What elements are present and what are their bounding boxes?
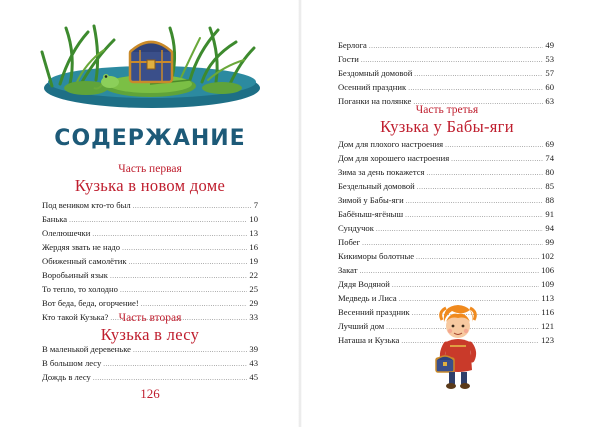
toc-entry[interactable] (338, 249, 554, 263)
chapter-title: Зимой у Бабы-яги (338, 195, 404, 205)
chapter-title: Дождь в лесу (42, 372, 91, 382)
part-name: Кузька у Бабы-яги (380, 117, 514, 136)
toc-entry[interactable] (42, 342, 258, 356)
leader-dots (133, 343, 247, 357)
kuzka-character-illustration (432, 302, 484, 390)
part-three-heading (322, 104, 572, 137)
chapter-page: 43 (249, 358, 258, 368)
chapter-page: 22 (249, 270, 258, 280)
toc-entry[interactable] (42, 296, 258, 310)
toc-entry[interactable] (42, 370, 258, 384)
leader-dots (120, 283, 247, 297)
chapter-title: Воробьиный язык (42, 270, 108, 280)
chapter-page: 49 (545, 40, 554, 50)
toc-entry[interactable] (338, 165, 554, 179)
chapter-page: 19 (249, 256, 258, 266)
chapter-title: Побег (338, 237, 361, 247)
toc-entry[interactable] (338, 80, 554, 94)
chapter-title: Дом для плохого настроения (338, 139, 444, 149)
leader-dots (369, 39, 544, 53)
part-two-heading (25, 312, 275, 345)
leader-dots (360, 264, 540, 278)
toc-entry[interactable] (338, 151, 554, 165)
leader-dots (69, 213, 247, 227)
chapter-page: 123 (541, 335, 554, 345)
chapter-page: 113 (541, 293, 554, 303)
chapter-page: 60 (545, 82, 554, 92)
toc-title: СОДЕРЖАНИЕ (54, 126, 246, 151)
chapter-title: Бабёныш-ягёныш (338, 209, 404, 219)
chapter-page: 13 (249, 228, 258, 238)
chapter-page: 29 (249, 298, 258, 308)
leader-dots (414, 67, 543, 81)
leader-dots (406, 194, 544, 208)
chapter-page: 7 (253, 200, 258, 210)
toc-entry[interactable] (338, 221, 554, 235)
page-number: 126 (140, 386, 160, 401)
chapter-title: То тепло, то холодно (42, 284, 118, 294)
toc-entry[interactable] (338, 137, 554, 151)
chapter-page: 25 (249, 284, 258, 294)
chest-lily-pad-illustration (40, 22, 260, 110)
leader-dots (451, 152, 543, 166)
chapter-title: В большом лесу (42, 358, 102, 368)
chapter-page: 33 (249, 312, 258, 322)
chapter-page: 74 (545, 153, 554, 163)
leader-dots (122, 241, 247, 255)
chapter-title: Под веником кто-то был (42, 200, 131, 210)
leader-dots (376, 222, 544, 236)
part-two-chapter-list-continued (338, 38, 554, 108)
chapter-page: 10 (249, 214, 258, 224)
leader-dots (416, 250, 539, 264)
toc-entry[interactable] (42, 240, 258, 254)
toc-entry[interactable] (338, 235, 554, 249)
chapter-page: 69 (545, 139, 554, 149)
chapter-title: Зима за день покажется (338, 167, 425, 177)
toc-entry[interactable] (338, 66, 554, 80)
chapter-page: 53 (545, 54, 554, 64)
leader-dots (408, 81, 543, 95)
chapter-page: 99 (545, 237, 554, 247)
leader-dots (362, 236, 543, 250)
chapter-page: 16 (249, 242, 258, 252)
part-name: Кузька в новом доме (74, 176, 226, 195)
chapter-title: Обиженный самолётик (42, 256, 127, 266)
chapter-page: 106 (541, 265, 554, 275)
chapter-page: 116 (541, 307, 554, 317)
chapter-page: 121 (541, 321, 554, 331)
toc-entry[interactable] (338, 179, 554, 193)
leader-dots (129, 255, 248, 269)
part-label: Часть третья (415, 104, 479, 116)
chapter-title: Кто такой Кузька? (42, 312, 109, 322)
chapter-page: 88 (545, 195, 554, 205)
toc-entry[interactable] (42, 254, 258, 268)
chapter-title: Поганки на полянке (338, 96, 412, 106)
chapter-title: Олелюшечки (42, 228, 91, 238)
toc-entry[interactable] (338, 52, 554, 66)
part-two-chapter-list-start (42, 342, 258, 384)
chapter-page: 94 (545, 223, 554, 233)
chapter-title: Дом для хорошего настроения (338, 153, 450, 163)
leader-dots (361, 53, 544, 67)
toc-entry[interactable] (42, 198, 258, 212)
chapter-page: 91 (545, 209, 554, 219)
toc-entry[interactable] (42, 226, 258, 240)
chapter-title: Весенний праздник (338, 307, 410, 317)
leader-dots (405, 208, 543, 222)
chapter-title: Лучший дом (338, 321, 385, 331)
chapter-title: Гости (338, 54, 359, 64)
chapter-page: 109 (541, 279, 554, 289)
part-one-heading (25, 163, 275, 196)
part-one-chapter-list (42, 198, 258, 324)
toc-entry[interactable] (338, 207, 554, 221)
chapter-page: 45 (249, 372, 258, 382)
chapter-page: 85 (545, 181, 554, 191)
part-label: Часть первая (118, 163, 182, 175)
leader-dots (133, 199, 252, 213)
toc-entry[interactable] (338, 38, 554, 52)
chapter-title: Вот беда, беда, огорчение! (42, 298, 139, 308)
part-label: Часть вторая (118, 312, 182, 324)
chapter-page: 63 (545, 96, 554, 106)
leader-dots (417, 180, 544, 194)
chapter-title: Сундучок (338, 223, 374, 233)
toc-entry[interactable] (42, 282, 258, 296)
chapter-title: Наташа и Кузька (338, 335, 400, 345)
toc-entry[interactable] (338, 193, 554, 207)
toc-entry[interactable] (338, 263, 554, 277)
toc-entry[interactable] (338, 277, 554, 291)
leader-dots (93, 371, 248, 385)
leader-dots (141, 297, 248, 311)
chapter-page: 57 (545, 68, 554, 78)
right-page (300, 0, 600, 427)
chapter-title: Дядя Водяной (338, 279, 390, 289)
chapter-title: Медведь и Лиса (338, 293, 397, 303)
leader-dots (110, 269, 247, 283)
chapter-page: 102 (541, 251, 554, 261)
chapter-title: Закат (338, 265, 358, 275)
leader-dots (445, 138, 543, 152)
chapter-title: Кикиморы болотные (338, 251, 415, 261)
leader-dots (426, 166, 543, 180)
chapter-title: Бездомный домовой (338, 68, 413, 78)
chapter-title: Осенний праздник (338, 82, 407, 92)
chapter-title: Берлога (338, 40, 367, 50)
toc-entry[interactable] (42, 356, 258, 370)
chapter-page: 39 (249, 344, 258, 354)
chapter-title: Банька (42, 214, 68, 224)
part-name: Кузька в лесу (100, 325, 200, 344)
leader-dots (392, 278, 539, 292)
chapter-title: Бездельный домовой (338, 181, 415, 191)
chapter-page: 80 (545, 167, 554, 177)
toc-entry[interactable] (42, 212, 258, 226)
leader-dots (103, 357, 247, 371)
leader-dots (92, 227, 247, 241)
chapter-title: В маленькой деревеньке (42, 344, 131, 354)
toc-entry[interactable] (42, 268, 258, 282)
chapter-title: Жердяя звать не надо (42, 242, 121, 252)
